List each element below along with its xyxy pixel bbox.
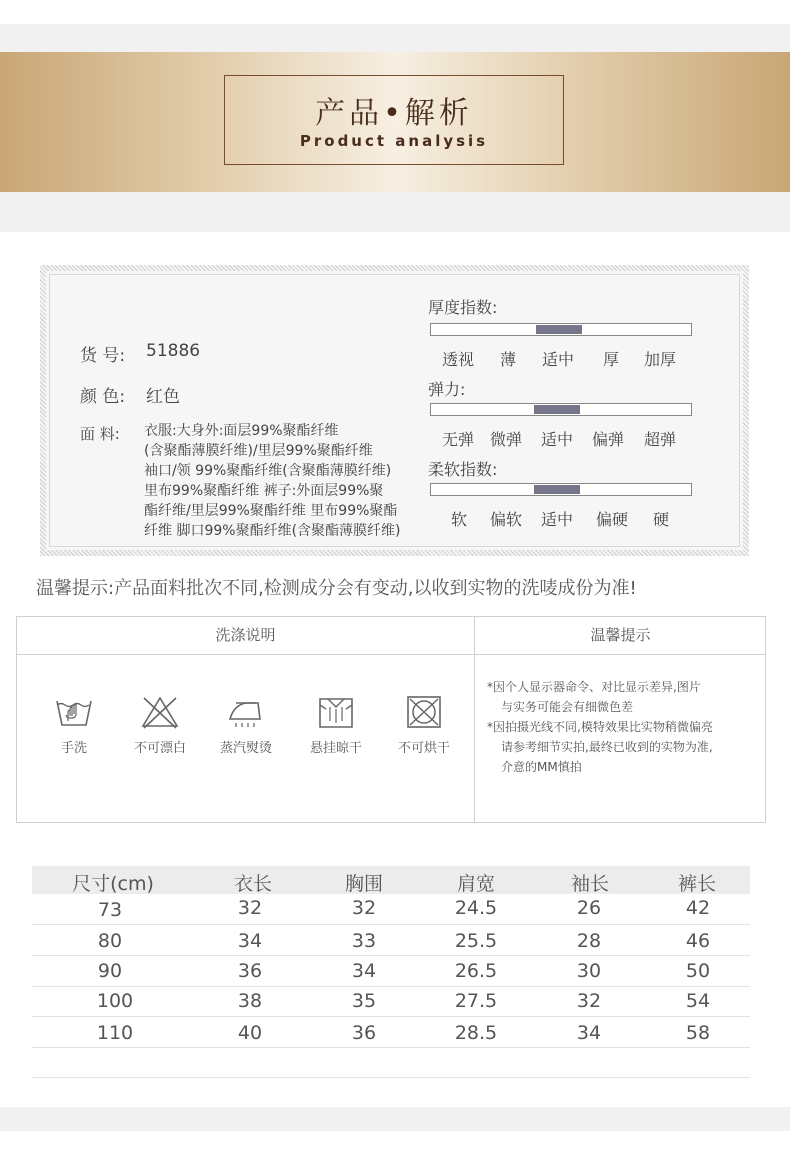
wash-divider [474,654,475,822]
size-cell: 46 [685,930,711,952]
softness-option: 偏硬 [596,510,629,529]
hand-wash-icon [54,695,94,729]
size-cell: 34 [351,960,377,982]
note-line: *因个人显示器命令、对比显示差异,图片 [487,680,701,694]
size-header: 袖长 [570,873,609,895]
softness-options [430,507,692,527]
note-line: 介意的MM慎拍 [501,760,582,774]
size-cell: 33 [351,930,377,952]
size-cell: 34 [576,1022,602,1044]
size-header: 裤长 [677,873,716,895]
thickness-title: 厚度指数: [428,298,498,317]
fabric-text [144,421,444,541]
size-cell: 26 [576,897,602,919]
care-hang-dry [291,695,381,756]
notes-text [487,677,762,777]
size-cell: 32 [576,990,602,1012]
color-label: 颜 色: [80,387,126,407]
fabric-line: (含聚酯薄膜纤维)/里层99%聚酯纤维 [144,443,373,459]
size-header: 胸围 [344,873,383,895]
row-divider [32,1016,750,1017]
size-cell: 27.5 [454,990,498,1012]
size-cell: 100 [96,990,134,1012]
banner-subtitle: Product analysis [299,132,489,150]
elasticity-option: 适中 [541,430,574,449]
care-label: 蒸汽熨烫 [219,741,272,756]
row-divider [32,1047,750,1048]
thickness-option: 厚 [603,350,620,369]
note-line: 与实务可能会有细微色差 [501,700,634,714]
size-cell: 58 [685,1022,711,1044]
size-cell: 32 [237,897,263,919]
footer-band [0,1107,790,1131]
fabric-tip: 温馨提示:产品面料批次不同,检测成分会有变动,以收到实物的洗唛成份为准! [36,578,637,599]
thickness-options [430,347,692,367]
banner-frame [224,75,564,165]
size-cell: 34 [237,930,263,952]
size-cell: 28.5 [454,1022,498,1044]
thickness-bar [430,323,692,336]
size-cell: 42 [685,897,711,919]
elasticity-options [430,427,692,447]
hang-dry-icon [316,695,356,729]
size-cell: 80 [97,930,123,952]
size-cell: 26.5 [454,960,498,982]
care-label: 悬挂晾干 [309,741,362,756]
size-cell: 35 [351,990,377,1012]
elasticity-option: 微弹 [490,430,523,449]
fabric-line: 袖口/领 99%聚酯纤维(含聚酯薄膜纤维) [144,463,392,479]
thickness-option: 透视 [442,350,475,369]
softness-option: 硬 [653,510,670,529]
fabric-line: 酯纤维/里层99%聚酯纤维 里布99%聚酯 [144,503,398,519]
thickness-option: 薄 [500,350,517,369]
thickness-option: 加厚 [644,350,677,369]
steam-iron-icon [226,695,266,729]
panel-inner [49,274,740,547]
fabric-label: 面 料: [80,425,120,443]
banner-title: 产品•解析 [315,96,473,131]
fabric-line: 纤维 脚口99%聚酯纤维(含聚酯薄膜纤维) [144,523,401,539]
note-line: 请参考细节实拍,最终已收到的实物为准, [501,740,713,754]
row-divider [32,986,750,987]
row-divider [32,924,750,925]
elasticity-title: 弹力: [428,380,466,399]
size-cell: 38 [237,990,263,1012]
sku-value: 51886 [146,341,201,361]
size-cell: 40 [237,1022,263,1044]
care-no-tumble-dry [379,695,469,756]
softness-title: 柔软指数: [428,460,498,479]
row-divider [32,955,750,956]
color-value: 红色 [146,387,180,407]
size-header: 衣长 [233,873,272,895]
thickness-option: 适中 [542,350,575,369]
size-cell: 54 [685,990,711,1012]
elasticity-option: 偏弹 [592,430,625,449]
care-steam-iron [201,695,291,756]
fabric-line: 衣服:大身外:面层99%聚酯纤维 [144,423,339,439]
sku-label: 货 号: [80,346,126,366]
elasticity-option: 无弹 [442,430,475,449]
no-tumble-dry-icon [404,695,444,729]
banner-bottom-band [0,192,790,232]
no-bleach-icon [140,695,180,729]
size-cell: 25.5 [454,930,498,952]
top-band [0,24,790,52]
elasticity-option: 超弹 [644,430,677,449]
size-cell: 30 [576,960,602,982]
wash-instructions [16,616,766,823]
softness-option: 适中 [541,510,574,529]
softness-bar [430,483,692,496]
softness-option: 软 [451,510,468,529]
care-no-bleach [115,695,205,756]
softness-indicator [534,485,580,494]
size-cell: 50 [685,960,711,982]
care-label: 手洗 [60,741,87,756]
size-cell: 36 [237,960,263,982]
product-info-panel [40,265,749,556]
wash-header: 洗涤说明 [17,617,474,655]
row-divider [32,1077,750,1078]
size-cell: 28 [576,930,602,952]
size-cell: 24.5 [454,897,498,919]
size-header: 尺寸(cm) [72,873,154,895]
elasticity-indicator [534,405,580,414]
softness-option: 偏软 [490,510,523,529]
care-label: 不可漂白 [133,741,186,756]
size-cell: 36 [351,1022,377,1044]
elasticity-bar [430,403,692,416]
note-line: *因拍摄光线不同,模特效果比实物稍微偏亮 [487,720,713,734]
size-header: 肩宽 [456,873,495,895]
banner [0,52,790,192]
thickness-indicator [536,325,582,334]
care-hand-wash [29,695,119,756]
notes-header: 温馨提示 [474,617,766,655]
size-cell: 32 [351,897,377,919]
size-cell: 90 [97,960,123,982]
care-label: 不可烘干 [397,741,450,756]
size-cell: 110 [96,1022,134,1044]
fabric-line: 里布99%聚酯纤维 裤子:外面层99%聚 [144,483,384,499]
size-cell: 73 [97,899,123,921]
